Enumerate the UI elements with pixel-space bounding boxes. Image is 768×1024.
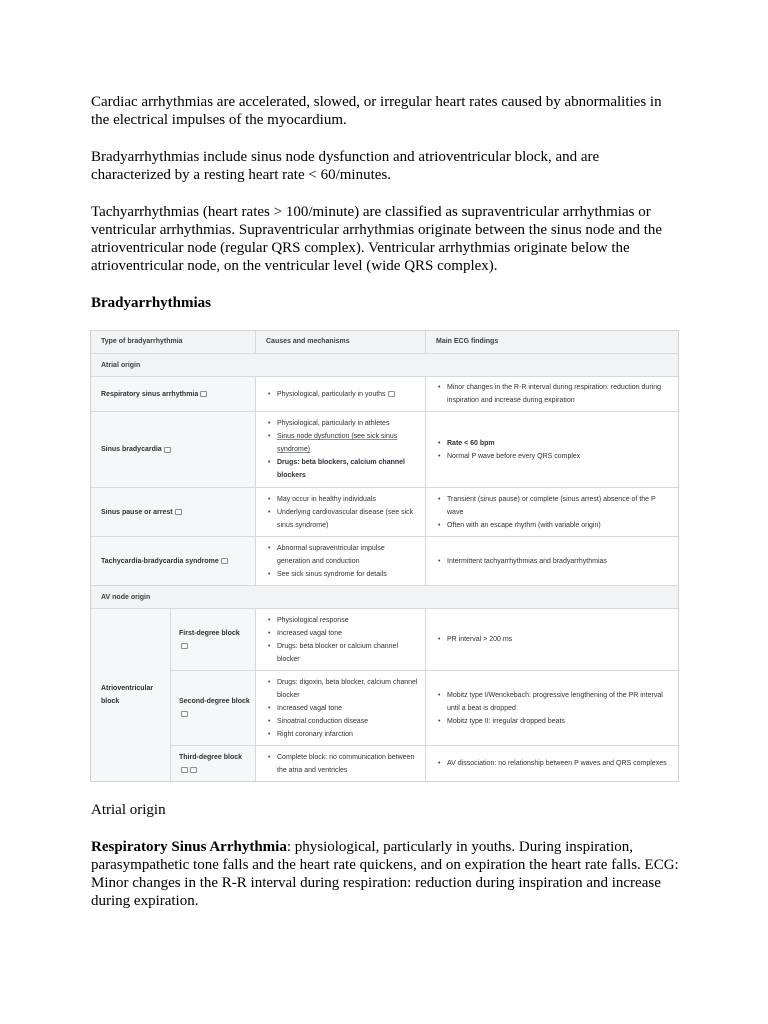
section-atrial-origin: Atrial origin — [91, 353, 678, 376]
section-av-node-origin: AV node origin — [91, 585, 678, 608]
row-ecg-cell: • Mobitz type I/Wenckebach: progressive lengthening of the PR interval until a beat is dropped • Mobitz type II: irregular dropped beats — [426, 671, 678, 745]
section-heading: Bradyarrhythmias — [91, 295, 211, 311]
image-icon[interactable] — [200, 391, 207, 397]
atrial-origin-label: Atrial origin — [91, 802, 166, 818]
row-type-cell: Second-degree block — [171, 671, 256, 745]
image-icon[interactable] — [181, 711, 188, 717]
row-ecg-cell: • Rate < 60 bpm • Normal P wave before every QRS complex — [426, 412, 678, 487]
row-causes-cell: • Abnormal supraventricular impulse generation and conduction • See sick sinus syndrome for details — [256, 537, 426, 585]
row-causes-cell: • Physiological, particularly in youths — [256, 377, 426, 411]
table-row — [91, 376, 678, 411]
row-type-cell: Tachycardia-bradycardia syndrome — [91, 537, 256, 585]
row-type-cell: Sinus bradycardia — [91, 412, 256, 487]
table-header — [91, 331, 678, 353]
row-causes-cell: • Physiological, particularly in athletes • Sinus node dysfunction (see sick sinus syndrome) • Drugs: beta blockers, calcium channel blockers — [256, 412, 426, 487]
table-row — [171, 745, 678, 781]
row-ecg-cell: • Minor changes in the R-R interval during respiration: reduction during inspiration and increase during expiration — [426, 377, 678, 411]
note-icon[interactable] — [175, 509, 182, 515]
image-icon[interactable] — [221, 558, 228, 564]
image-icon[interactable] — [190, 767, 197, 773]
intro-paragraph-1: Cardiac arrhythmias are accelerated, slowed, or irregular heart rates caused by abnormalities in the electrical impulses of the myocardium. — [91, 94, 662, 128]
bradyarrhythmia-table — [90, 330, 679, 782]
document-page — [91, 93, 681, 929]
image-icon[interactable] — [164, 447, 171, 453]
row-ecg-cell: • Transient (sinus pause) or complete (sinus arrest) absence of the P wave • Often with an escape rhythm (with variable origin) — [426, 488, 678, 536]
intro-paragraph-3: Tachyarrhythmias (heart rates > 100/minute) are classified as supraventricular arrhythmias or ventricular arrhythmias. Supraventricular arrhythmias originate between the sinus node and the atrioventricular node (regular QRS complex). Ventricular arrhythmias originate below the atrioventricular node, on the ventricular level (wide QRS complex). — [91, 204, 663, 274]
row-type-cell: Third-degree block — [171, 746, 256, 781]
table-row — [91, 411, 678, 487]
rsa-paragraph: Respiratory Sinus Arrhythmia: physiological, particularly in youths. During inspiration, parasympathetic tone falls and the heart rate quickens, and on expiration the heart rate falls. ECG: Minor changes in the R-R interval during respiration: reduction during inspiration and increase during expiration. — [91, 839, 679, 909]
row-causes-cell: • May occur in healthy individuals • Underlying cardiovascular disease (see sick sinus syndrome) — [256, 488, 426, 536]
row-type-cell: Sinus pause or arrest — [91, 488, 256, 536]
av-group-label: Atrioventricular block — [91, 609, 171, 781]
after-table-text — [91, 801, 681, 910]
row-ecg-cell: • PR interval > 200 ms — [426, 609, 678, 670]
table-row — [171, 609, 678, 670]
row-ecg-cell: • Intermittent tachyarrhythmias and bradyarrhythmias — [426, 537, 678, 585]
table-row — [91, 536, 678, 585]
table-row — [171, 670, 678, 745]
note-icon[interactable] — [388, 391, 395, 397]
image-icon[interactable] — [181, 767, 188, 773]
row-ecg-cell: • AV dissociation: no relationship between P waves and QRS complexes — [426, 746, 678, 781]
row-type-cell: First-degree block — [171, 609, 256, 670]
intro-paragraph-2: Bradyarrhythmias include sinus node dysfunction and atrioventricular block, and are characterized by a resting heart rate < 60/minutes. — [91, 149, 600, 183]
header-type: Type of bradyarrhythmia — [91, 331, 256, 353]
rsa-term: Respiratory Sinus Arrhythmia — [91, 839, 287, 855]
row-type-cell: Respiratory sinus arrhythmia — [91, 377, 256, 411]
header-causes: Causes and mechanisms — [256, 331, 426, 353]
row-causes-cell: • Drugs: digoxin, beta blocker, calcium channel blocker • Increased vagal tone • Sinoatrial conduction disease • Right coronary infarction — [256, 671, 426, 745]
av-block-group — [91, 608, 678, 781]
row-causes-cell: • Physiological response • Increased vagal tone • Drugs: beta blocker or calcium channel blocker — [256, 609, 426, 670]
table-row — [91, 487, 678, 536]
header-ecg: Main ECG findings — [436, 338, 499, 345]
image-icon[interactable] — [181, 643, 188, 649]
row-causes-cell: • Complete block: no communication between the atria and ventricles — [256, 746, 426, 781]
